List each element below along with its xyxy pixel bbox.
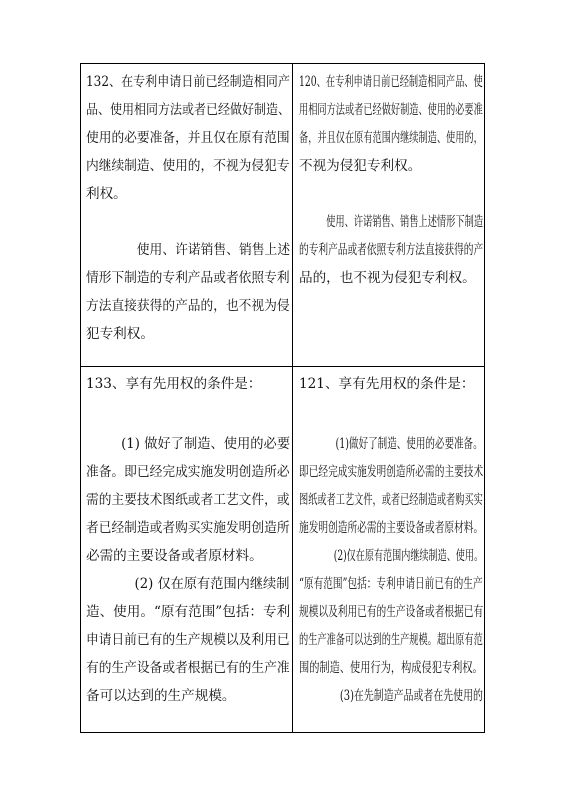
text-line: 用相同方法或者已经做好制造、使用的必要准 xyxy=(299,102,483,118)
text-line xyxy=(299,180,483,208)
text-line: 犯专利权。 xyxy=(86,326,154,342)
text-line: 规模以及利用已有的生产设备或者根据已有 xyxy=(299,604,484,620)
text-line: 品的，也不视为侵犯专利权。 xyxy=(299,270,476,286)
text-line: 准备。即已经完成实施发明创造所必 xyxy=(86,464,290,480)
table-border-top xyxy=(80,63,485,64)
text-line: (2) 仅在原有范围内继续制 xyxy=(134,576,290,592)
text-line: 者已经制造或者购买实施发明创造所 xyxy=(86,520,290,536)
text-line: 133、享有先用权的条件是： xyxy=(86,376,262,392)
row2-left-cell xyxy=(86,370,290,710)
text-line: 即已经完成实施发明创造所必需的主要技术 xyxy=(299,464,484,480)
text-line: 使用的必要准备，并且仅在原有范围 xyxy=(86,130,290,146)
text-line: 施发明创造所必需的主要设备或者原材料。 xyxy=(299,520,484,536)
text-line: (2)仅在原有范围内继续制造、使用。 xyxy=(333,548,484,564)
table-border-bottom xyxy=(80,732,485,733)
text-line xyxy=(299,398,483,430)
text-line: 121、享有先用权的条件是： xyxy=(299,376,475,392)
text-line: 的专利产品或者依照专利方法直接获得的产 xyxy=(299,242,484,258)
text-line: 使用、许诺销售、销售上述 xyxy=(136,242,291,258)
text-line: 内继续制造、使用的，不视为侵犯专 xyxy=(86,158,290,174)
table-border-left xyxy=(80,63,81,733)
text-line: 造、使用。“原有范围”包括：专利 xyxy=(86,604,291,620)
text-line xyxy=(86,398,290,430)
text-line: 备可以达到的生产规模。 xyxy=(86,688,236,704)
text-line: 的生产准备可以达到的生产规模。超出原有范 xyxy=(299,632,483,648)
text-line: 围的制造、使用行为，构成侵犯专利权。 xyxy=(299,660,483,676)
text-line: 132、在专利申请日前已经制造相同产 xyxy=(86,74,290,90)
row1-left-cell xyxy=(86,68,290,348)
text-line: (1) 做好了制造、使用的必要 xyxy=(121,436,291,452)
text-line: 申请日前已有的生产规模以及利用已 xyxy=(86,632,290,648)
text-line: (3)在先制造产品或者在先使用的 xyxy=(339,688,483,704)
text-line: 120、在专利申请日前已经制造相同产品、使 xyxy=(299,74,483,90)
text-line: 不视为侵犯专利权。 xyxy=(299,158,422,174)
table-row-divider xyxy=(80,366,485,367)
text-line: 必需的主要设备或者原材料。 xyxy=(86,548,263,564)
text-line: 品、使用相同方法或者已经做好制造、 xyxy=(86,102,291,118)
text-line: 需的主要技术图纸或者工艺文件，或 xyxy=(86,492,290,508)
table-border-right xyxy=(484,63,485,733)
row2-right-cell xyxy=(299,370,483,710)
text-line xyxy=(86,208,290,236)
text-line: “原有范围”包括：专利申请日前已有的生产 xyxy=(299,576,483,592)
text-line: (1)做好了制造、使用的必要准备。 xyxy=(335,436,483,452)
text-line: 情形下制造的专利产品或者依照专利 xyxy=(86,270,290,286)
table-column-divider xyxy=(292,63,293,733)
text-line: 方法直接获得的产品的，也不视为侵 xyxy=(86,298,290,314)
text-line: 图纸或者工艺文件，或者已经制造或者购买实 xyxy=(299,492,483,508)
text-line: 利权。 xyxy=(86,186,127,202)
text-line: 备，并且仅在原有范围内继续制造、使用的， xyxy=(299,130,483,146)
row1-right-cell xyxy=(299,68,483,292)
text-line: 有的生产设备或者根据已有的生产准 xyxy=(86,660,290,676)
text-line: 使用、许诺销售、销售上述情形下制造 xyxy=(326,214,484,230)
